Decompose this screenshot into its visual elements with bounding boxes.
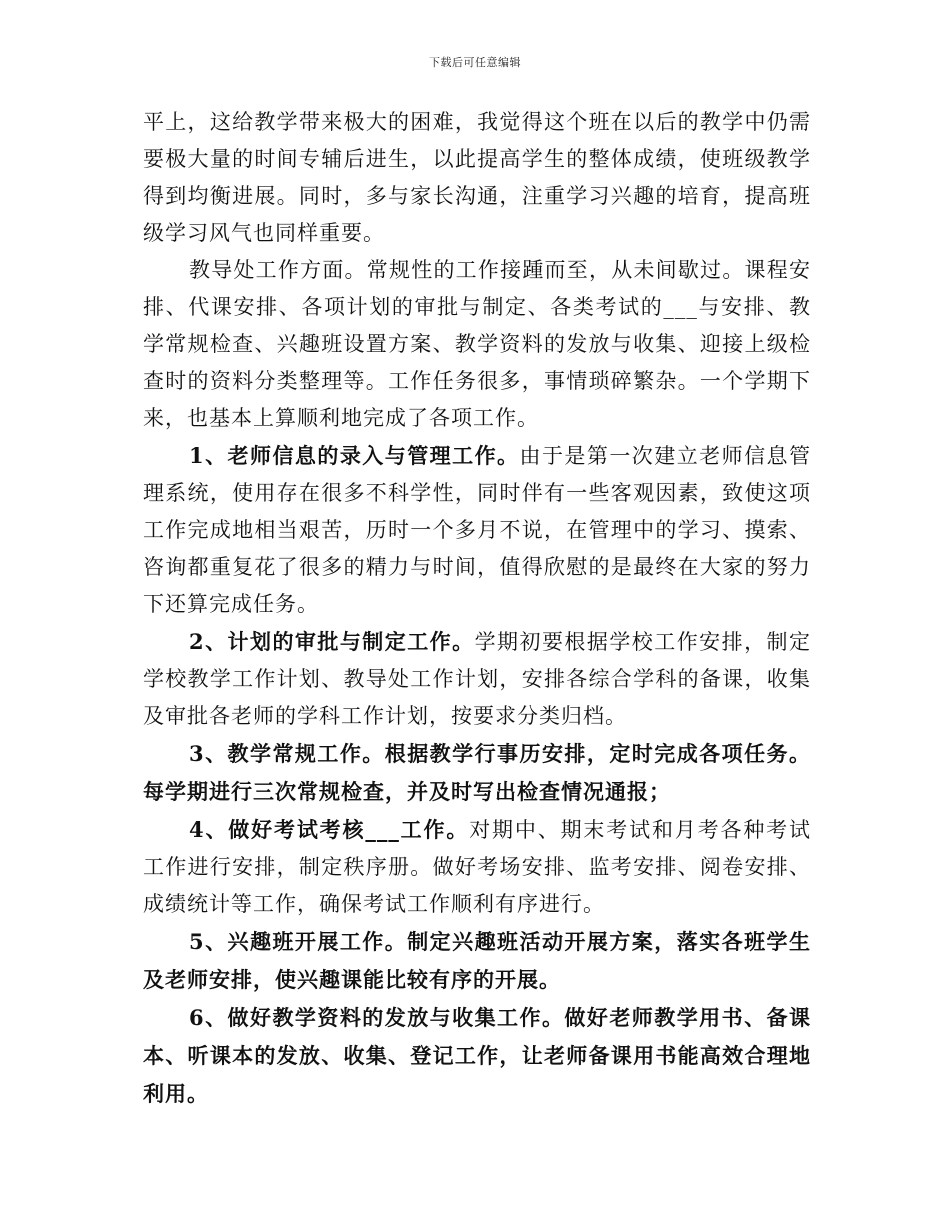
paragraph-continuation: [143, 104, 811, 252]
paragraph-academic-affairs: [143, 252, 811, 437]
paragraph-item-3: [143, 735, 811, 811]
item-heading: 2、计划的审批与制定工作。: [189, 629, 475, 654]
item-heading: 3、教学常规工作。根据教学行事历安排，定时完成各项任务。每学期进行三次常规检查，并及时写出检查情况通报；: [143, 741, 811, 804]
item-heading: 6、做好教学资料的发放与收集工作。做好老师教学用书、备课本、听课本的发放、收集、登记工作，让老师备课用书能高效合理地利用。: [143, 1005, 811, 1106]
paragraph-item-4: [143, 811, 811, 923]
paragraph-text: 学期初要根据学校工作安排，制定学校教学工作计划、教导处工作计划，安排各综合学科的备课，收集及审批各老师的学科工作计划，按要求分类归档。: [143, 630, 811, 728]
item-heading: 5、兴趣班开展工作。制定兴趣班活动开展方案，落实各班学生及老师安排，使兴趣课能比较有序的开展。: [143, 929, 811, 992]
paragraph-text: 对期中、期末考试和月考各种考试工作进行安排，制定秩序册。做好考场安排、监考安排、阅卷安排、成绩统计等工作，确保考试工作顺利有序进行。: [143, 818, 811, 916]
paragraph-text: 教导处工作方面。常规性的工作接踵而至，从未间歇过。课程安排、代课安排、各项计划的审批与制定、各类考试的___与安排、教学常规检查、兴趣班设置方案、教学资料的发放与收集、迎接上级检查时的资料分类整理等。工作任务很多，事情琐碎繁杂。一个学期下来，也基本上算顺利地完成了各项工作。: [143, 258, 811, 430]
paragraph-text: 由于是第一次建立老师信息管理系统，使用存在很多不科学性，同时伴有一些客观因素，致使这项工作完成地相当艰苦，历时一个多月不说，在管理中的学习、摸索、咨询都重复花了很多的精力与时间，值得欣慰的是最终在大家的努力下还算完成任务。: [143, 444, 811, 616]
paragraph-item-5: [143, 923, 811, 999]
item-heading: 1、老师信息的录入与管理工作。: [189, 443, 520, 468]
document-body: [143, 104, 811, 1113]
paragraph-item-6: [143, 999, 811, 1113]
page-header: 下载后可任意编辑: [429, 56, 521, 69]
item-heading: 4、做好考试考核___工作。: [189, 817, 470, 842]
paragraph-item-1: [143, 437, 811, 623]
paragraph-item-2: [143, 623, 811, 735]
paragraph-text: 平上，这给教学带来极大的困难，我觉得这个班在以后的教学中仍需要极大量的时间专辅后进生，以此提高学生的整体成绩，使班级教学得到均衡进展。同时，多与家长沟通，注重学习兴趣的培育，提高班级学习风气也同样重要。: [143, 110, 811, 245]
